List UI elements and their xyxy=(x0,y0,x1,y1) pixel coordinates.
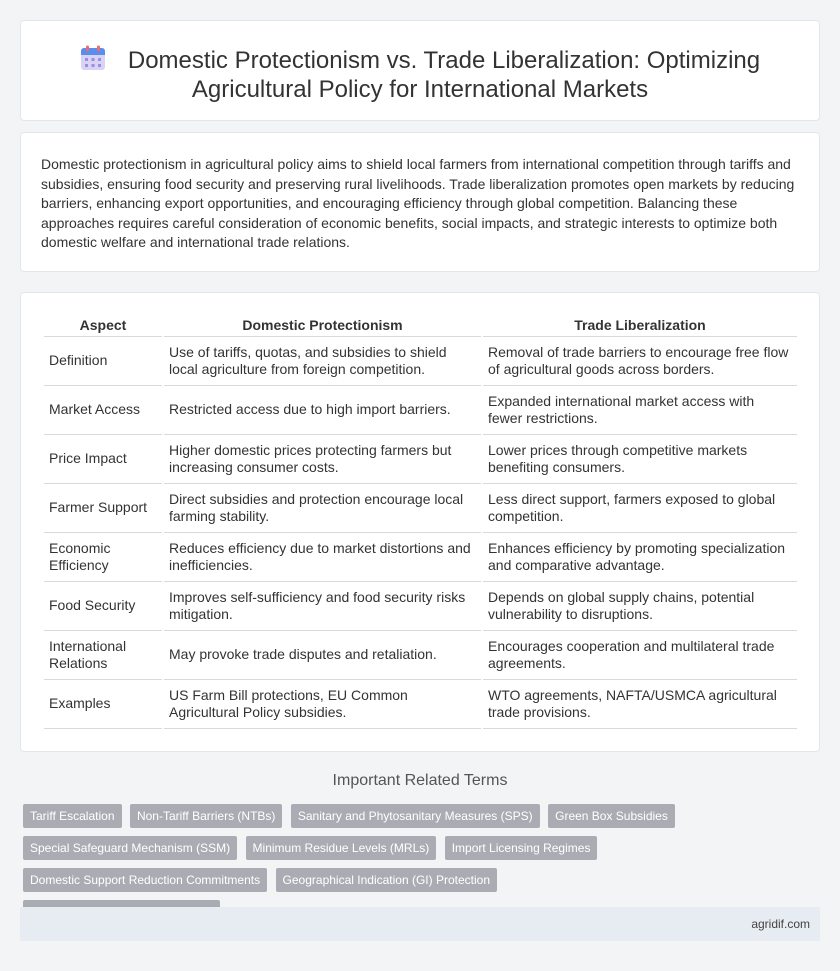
footer-site-link[interactable]: agridif.com xyxy=(751,917,810,931)
intro-card xyxy=(20,132,820,272)
table-row xyxy=(44,680,797,729)
comparison-table xyxy=(42,316,799,729)
table-row xyxy=(44,386,797,435)
cell-domestic: Restricted access due to high import barriers. xyxy=(164,386,481,435)
related-term-tag[interactable]: Special Safeguard Mechanism (SSM) xyxy=(23,836,237,860)
cell-domestic: Reduces efficiency due to market distortions and inefficiencies. xyxy=(164,533,481,582)
title-line-1: Domestic Protectionism vs. Trade Liberalization: Optimizing xyxy=(127,47,761,74)
cell-aspect: Definition xyxy=(44,337,162,386)
cell-aspect: Examples xyxy=(44,680,162,729)
cell-liberalization: Encourages cooperation and multilateral trade agreements. xyxy=(483,631,797,680)
cell-domestic: Improves self-sufficiency and food security risks mitigation. xyxy=(164,582,481,631)
cell-liberalization: Enhances efficiency by promoting specialization and comparative advantage. xyxy=(483,533,797,582)
table-row xyxy=(44,533,797,582)
header-trade-liberalization: Trade Liberalization xyxy=(483,316,797,337)
table-row xyxy=(44,582,797,631)
cell-domestic: Use of tariffs, quotas, and subsidies to shield local agriculture from foreign competition. xyxy=(164,337,481,386)
header-domestic-protectionism: Domestic Protectionism xyxy=(164,316,481,337)
cell-domestic: Direct subsidies and protection encourage local farming stability. xyxy=(164,484,481,533)
comparison-card xyxy=(20,292,820,752)
cell-aspect: International Relations xyxy=(44,631,162,680)
cell-liberalization: Expanded international market access with fewer restrictions. xyxy=(483,386,797,435)
table-row xyxy=(44,435,797,484)
cell-liberalization: Removal of trade barriers to encourage free flow of agricultural goods across borders. xyxy=(483,337,797,386)
table-row xyxy=(44,337,797,386)
cell-aspect: Market Access xyxy=(44,386,162,435)
cell-domestic: US Farm Bill protections, EU Common Agricultural Policy subsidies. xyxy=(164,680,481,729)
table-row xyxy=(44,631,797,680)
cell-liberalization: Depends on global supply chains, potential vulnerability to disruptions. xyxy=(483,582,797,631)
header-card xyxy=(20,20,820,121)
related-term-tag[interactable]: Tariff Escalation xyxy=(23,804,122,828)
table-header-row xyxy=(44,316,797,337)
page-title xyxy=(21,45,819,104)
intro-paragraph: Domestic protectionism in agricultural policy aims to shield local farmers from international competition through tariffs and subsidies, ensuring food security and preserving rural livelihoods. Trade liberalization promotes open markets by reducing barriers, enhancing export opportunities, and encouraging efficiency through global competition. Balancing these approaches requires careful consideration of economic benefits, social impacts, and strategic interests to optimize both domestic welfare and international trade relations. xyxy=(41,156,795,251)
related-term-tag[interactable]: Non-Tariff Barriers (NTBs) xyxy=(130,804,282,828)
related-terms-heading: Important Related Terms xyxy=(332,772,508,789)
cell-liberalization: Less direct support, farmers exposed to global competition. xyxy=(483,484,797,533)
cell-domestic: Higher domestic prices protecting farmers but increasing consumer costs. xyxy=(164,435,481,484)
cell-aspect: Price Impact xyxy=(44,435,162,484)
cell-liberalization: WTO agreements, NAFTA/USMCA agricultural trade provisions. xyxy=(483,680,797,729)
table-row xyxy=(44,484,797,533)
title-line-2: Agricultural Policy for International Markets xyxy=(191,76,649,103)
cell-liberalization: Lower prices through competitive markets benefiting consumers. xyxy=(483,435,797,484)
calendar-icon xyxy=(80,45,106,71)
related-term-tag[interactable]: Geographical Indication (GI) Protection xyxy=(276,868,497,892)
related-term-tag[interactable]: Domestic Support Reduction Commitments xyxy=(23,868,267,892)
related-term-tag[interactable]: Sanitary and Phytosanitary Measures (SPS) xyxy=(291,804,540,828)
footer xyxy=(20,907,820,941)
related-term-tag[interactable]: Minimum Residue Levels (MRLs) xyxy=(246,836,437,860)
cell-domestic: May provoke trade disputes and retaliation. xyxy=(164,631,481,680)
related-term-tag[interactable]: Green Box Subsidies xyxy=(548,804,675,828)
header-aspect: Aspect xyxy=(44,316,162,337)
cell-aspect: Farmer Support xyxy=(44,484,162,533)
cell-aspect: Economic Efficiency xyxy=(44,533,162,582)
related-term-tag[interactable]: Import Licensing Regimes xyxy=(445,836,598,860)
cell-aspect: Food Security xyxy=(44,582,162,631)
